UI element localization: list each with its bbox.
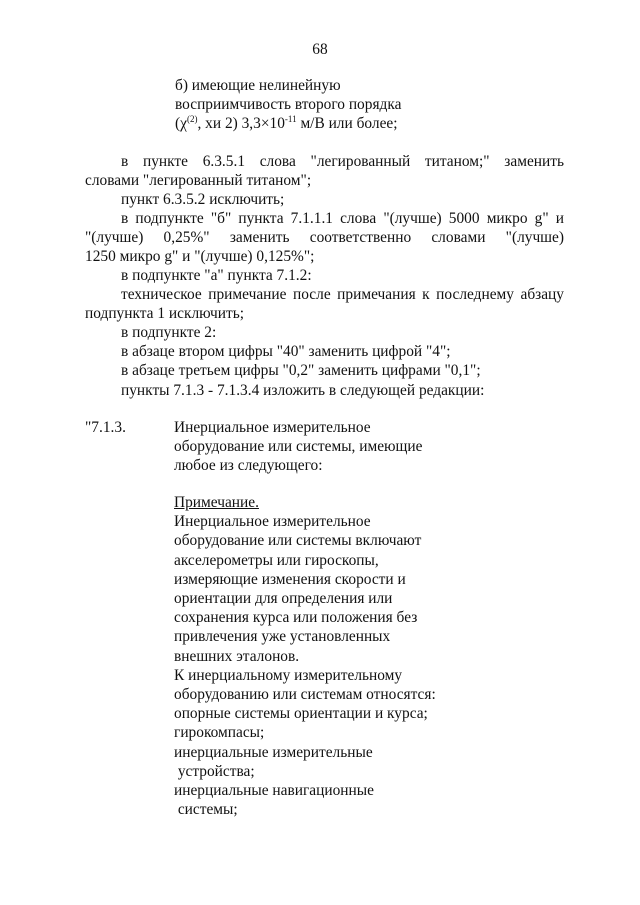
note-line: К инерциальному измерительному	[174, 666, 403, 684]
note-block	[174, 493, 436, 819]
note-lines	[174, 512, 436, 819]
section-title-line: Инерциальное измерительное	[174, 419, 371, 436]
note-line: инерциальные измерительные	[174, 743, 373, 761]
chi-formula-line	[175, 114, 401, 133]
body-paragraph-cont	[85, 304, 244, 323]
note-line: опорные системы ориентации и курса;	[174, 705, 428, 723]
note-line: инерциальные навигационные	[174, 782, 374, 800]
body-line: пункты 7.1.3 - 7.1.3.4 изложить в следующей редакции:	[121, 381, 485, 399]
page-number: 68	[312, 41, 328, 58]
body-line: в подпункте 2:	[121, 324, 217, 341]
body-line: в абзаце втором цифры "40" заменить цифрой "4";	[121, 343, 451, 361]
body-line: пункт 6.3.5.2 исключить;	[121, 191, 285, 208]
body-line: в подпункте "а" пункта 7.1.2:	[121, 267, 312, 284]
body-line: "(лучше) 0,25%" заменить соответственно словами "(лучше)	[85, 229, 564, 246]
note-line: акселерометры или гироскопы,	[174, 551, 379, 569]
body-paragraph	[121, 266, 312, 285]
note-line: привлечения уже установленных	[174, 628, 391, 646]
body-paragraph	[121, 190, 284, 209]
body-line: в подпункте "б" пункта 7.1.1.1 слова "(лучше) 5000 микро g" и	[121, 210, 564, 227]
section-title	[174, 418, 422, 476]
body-line: в абзаце третьем цифры "0,2" заменить цифрами "0,1";	[121, 362, 481, 380]
body-paragraph	[121, 209, 564, 228]
note-line: сохранения курса или положения без	[174, 609, 418, 627]
body-line: словами "легированный титаном";	[85, 172, 312, 189]
body-paragraph-cont	[85, 171, 311, 190]
section-number: "7.1.3.	[85, 419, 126, 436]
note-line: оборудованию или системам относятся:	[174, 686, 436, 704]
note-line: оборудование или системы включают	[174, 532, 422, 550]
body-paragraph	[121, 152, 564, 171]
note-line: устройства;	[174, 762, 255, 780]
body-line: в пункте 6.3.5.1 слова "легированный титаном;" заменить	[121, 153, 564, 170]
intro-item-b	[175, 76, 401, 134]
exponent: -11	[284, 114, 297, 125]
intro-line: б) имеющие нелинейную	[175, 77, 341, 94]
section-title-line: оборудование или системы, имеющие	[174, 438, 423, 456]
body-line: 1250 микро g" и "(лучше) 0,125%";	[85, 248, 315, 266]
body-paragraph	[121, 285, 564, 304]
note-line: гирокомпасы;	[174, 724, 265, 742]
intro-line: восприимчивость второго порядка	[175, 96, 402, 114]
note-line: внешних эталонов.	[174, 647, 300, 665]
note-heading: Примечание.	[174, 494, 259, 511]
chi-open: (χ	[175, 115, 187, 133]
section-title-line: любое из следующего:	[174, 457, 323, 475]
chi-superscript: (2)	[186, 114, 198, 125]
body-paragraph-cont	[85, 228, 564, 266]
note-line: системы;	[174, 801, 238, 819]
chi-unit: м/В или более;	[296, 115, 398, 133]
chi-value: , хи 2) 3,3×10	[197, 115, 285, 133]
note-line: Инерциальное измерительное	[174, 513, 371, 531]
note-line: ориентации для определения или	[174, 590, 393, 608]
note-line: измеряющие изменения скорости и	[174, 570, 406, 588]
body-paragraph	[121, 323, 484, 400]
body-line: техническое примечание после примечания к последнему абзацу	[121, 286, 564, 303]
body-line: подпункта 1 исключить;	[85, 305, 245, 322]
